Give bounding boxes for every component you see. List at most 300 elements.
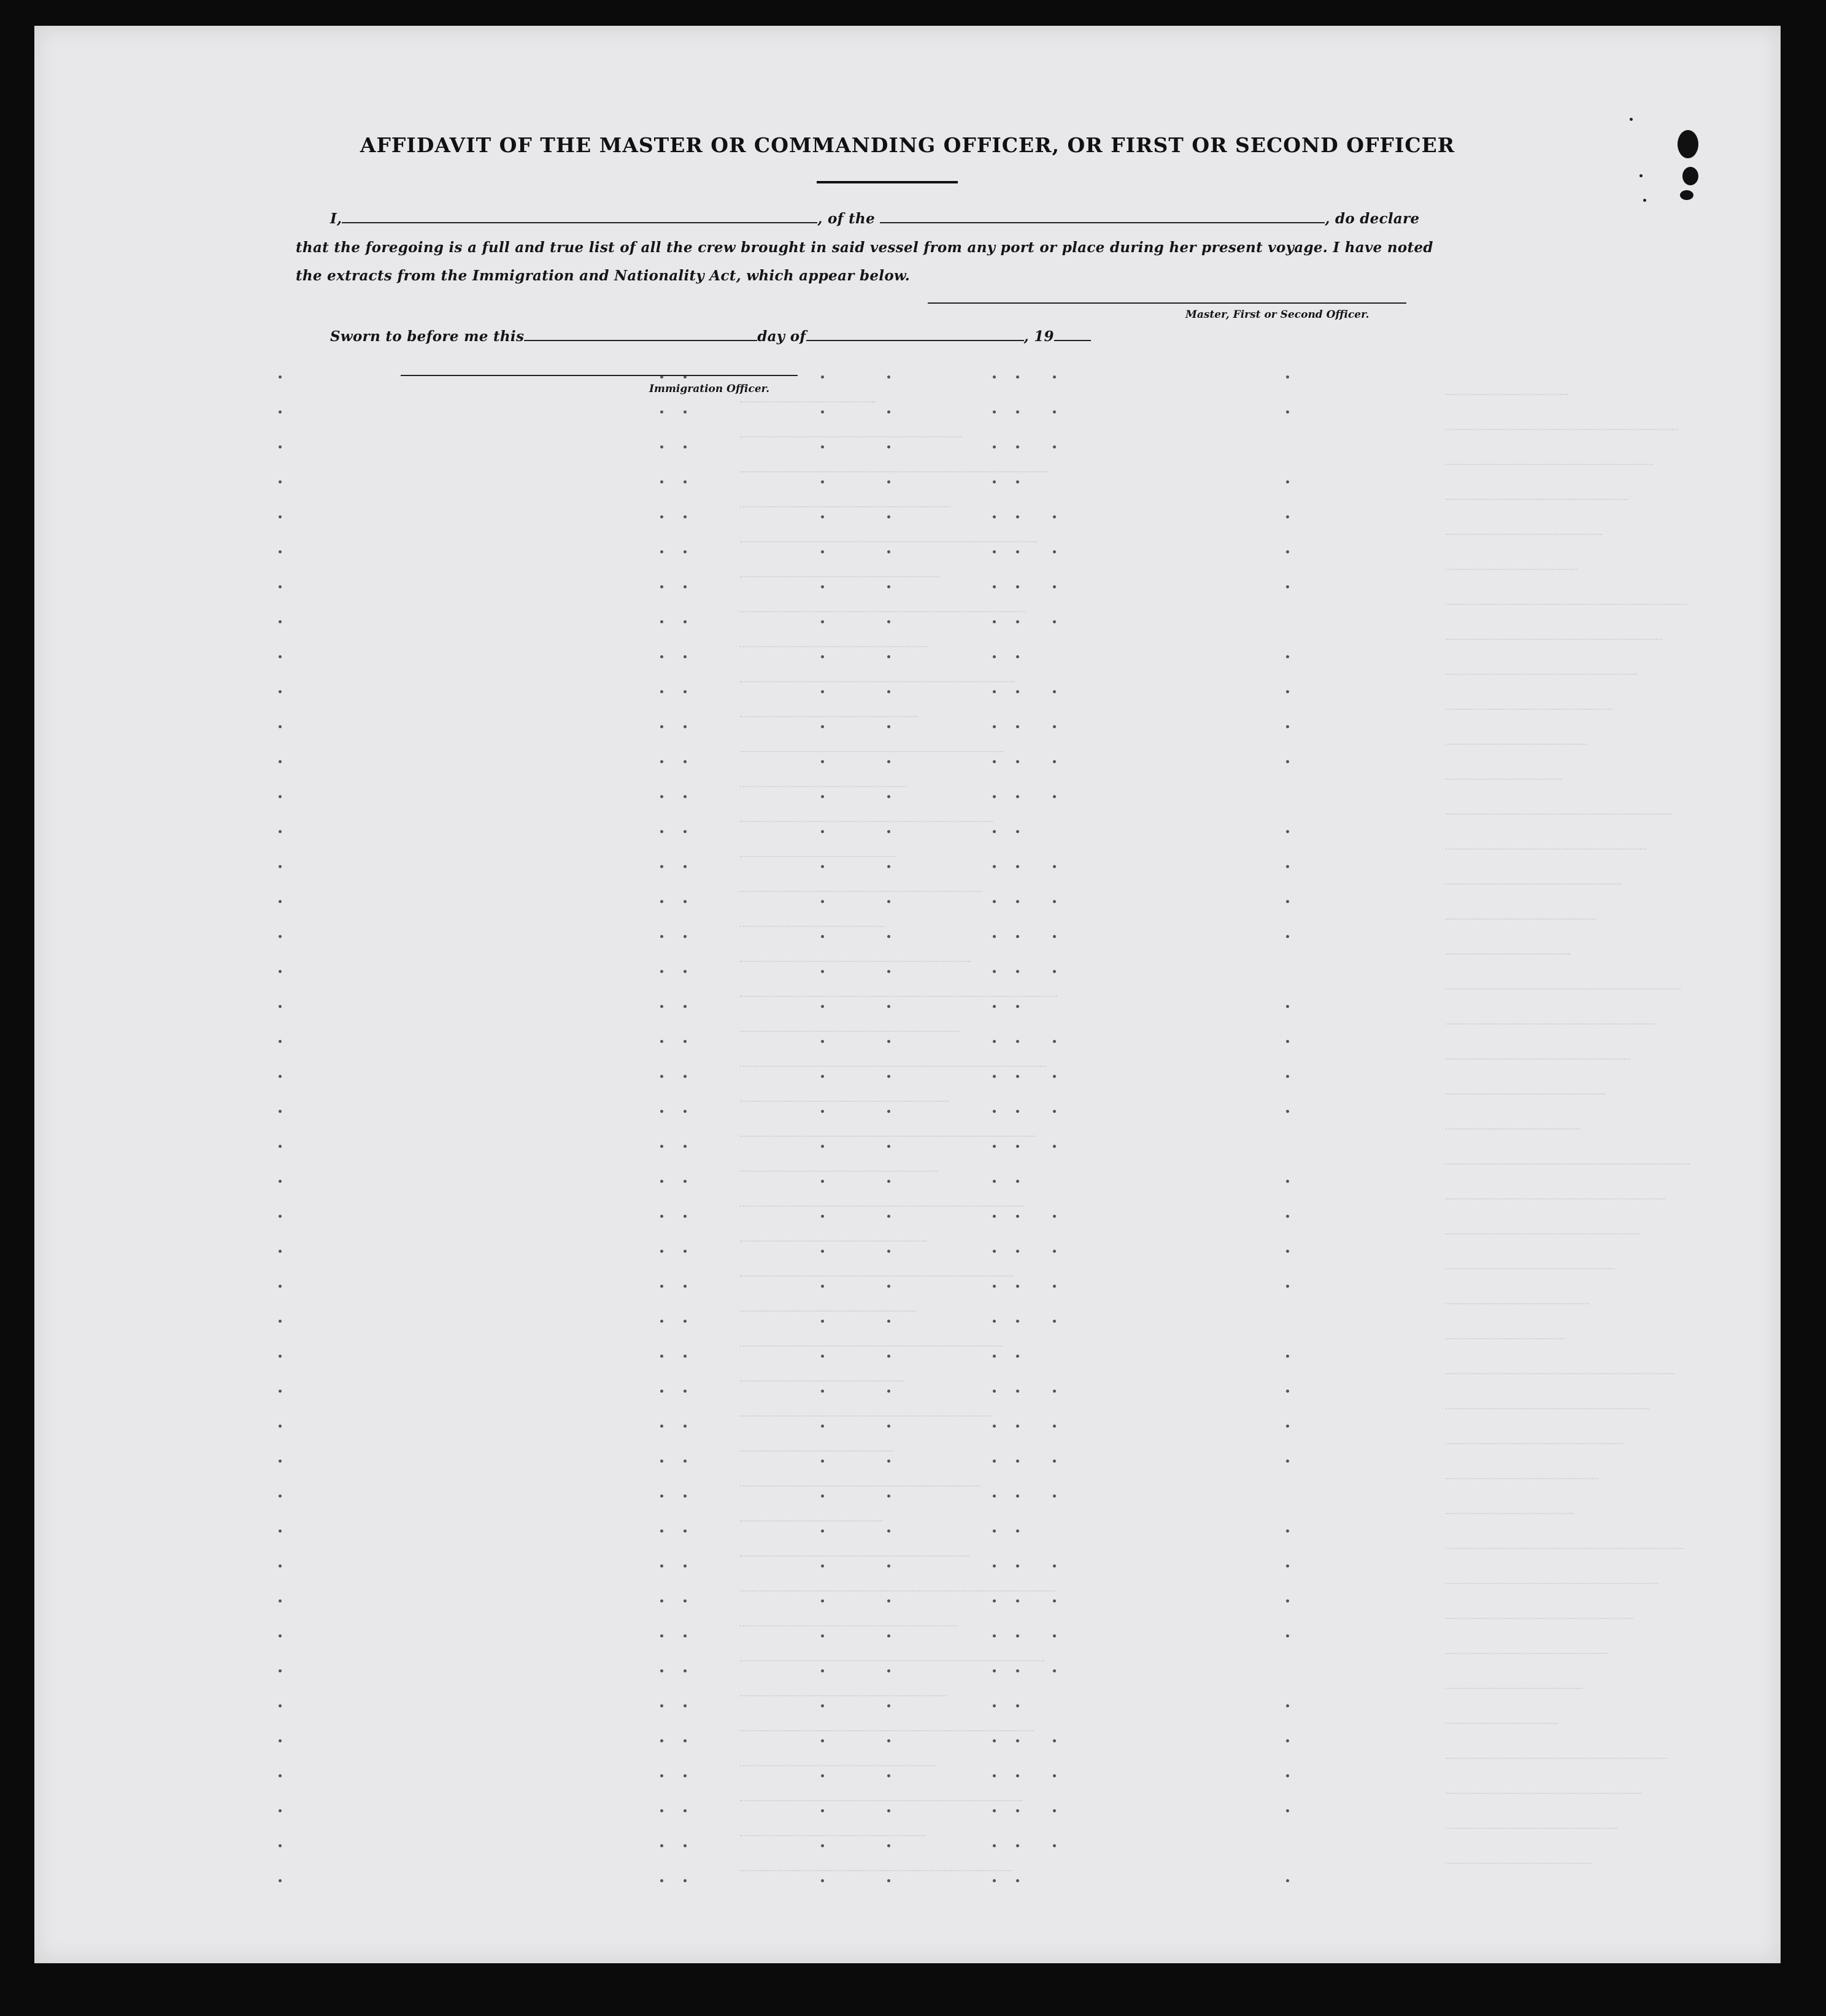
column-dot [684,1634,687,1637]
column-dot [887,935,890,938]
column-dot [279,480,282,483]
column-dot [821,1110,824,1113]
column-dot [1053,1320,1056,1323]
column-dot [993,1285,996,1288]
bleed-row [1446,744,1587,751]
bleed-row [740,1241,926,1248]
bleed-row [740,436,961,444]
column-dot [279,1774,282,1777]
bleed-row [740,681,1015,688]
declarant-name-field[interactable] [342,210,817,223]
column-dot [684,1110,687,1113]
column-dot [684,620,687,623]
column-dot [887,1879,890,1882]
column-dot [993,1110,996,1113]
column-dot [993,1320,996,1323]
bleed-row [740,1345,1002,1353]
column-dot [821,375,824,379]
column-dot [821,1075,824,1078]
ink-blot [1680,190,1693,200]
column-dot [1016,1320,1019,1323]
column-dot [684,515,687,518]
column-dot [1053,1634,1056,1637]
column-dot [1016,1599,1019,1602]
column-dot [684,1704,687,1707]
column-dot [279,970,282,973]
column-dot [1016,550,1019,553]
column-dot [1053,795,1056,798]
column-dot [821,410,824,414]
affidavit-title: AFFIDAVIT OF THE MASTER OR COMMANDING OFFICER, OR FIRST OR SECOND OFFICER [360,133,1455,157]
column-dot [660,1320,663,1323]
column-dot [1053,900,1056,903]
column-dot [1053,515,1056,518]
column-dot [684,1599,687,1602]
column-dot [684,445,687,448]
column-dot [993,480,996,483]
bleed-row [740,716,917,723]
column-dot [684,830,687,833]
column-dot [887,760,890,763]
column-dot [887,480,890,483]
column-dot [1016,1739,1019,1742]
column-dot [660,760,663,763]
bleed-row [740,926,884,933]
sworn-year-field[interactable] [1054,328,1091,341]
column-dot [684,1739,687,1742]
bleed-row [740,1800,1022,1807]
column-dot [660,1110,663,1113]
bleed-row [1446,848,1646,856]
sworn-day-field[interactable] [524,328,757,341]
column-dot [1016,1460,1019,1463]
bleed-row [740,1171,938,1178]
column-dot [660,1285,663,1288]
bleed-row [1446,1723,1557,1730]
column-dot [821,1040,824,1043]
bleed-row [740,1730,1033,1737]
column-dot [1016,1145,1019,1148]
ink-blot [1678,130,1698,158]
column-dot [279,760,282,763]
column-dot [887,1075,890,1078]
column-dot [821,620,824,623]
bleed-row [740,786,906,793]
bleed-row [1446,1128,1580,1136]
column-dot [684,1809,687,1812]
master-signature-caption: Master, First or Second Officer. [1185,309,1370,321]
column-dot [993,935,996,938]
column-dot [821,1844,824,1847]
column-dot [993,970,996,973]
column-dot [660,1809,663,1812]
column-dot [887,1040,890,1043]
column-dot [821,900,824,903]
bleed-row [740,1870,1011,1877]
column-dot [887,1425,890,1428]
column-dot [821,1529,824,1533]
column-dot [1016,480,1019,483]
bleed-row [1446,534,1603,541]
column-dot [993,1215,996,1218]
column-dot [821,1809,824,1812]
column-dot [1286,1529,1289,1533]
column-dot [1053,1250,1056,1253]
column-dot [887,1774,890,1777]
column-dot [821,550,824,553]
column-dot [279,1704,282,1707]
column-dot [1286,1075,1289,1078]
column-dot [1016,830,1019,833]
column-dot [993,795,996,798]
sworn-year-prefix-label: , 19 [1023,328,1054,345]
column-dot [993,515,996,518]
column-dot [1053,1110,1056,1113]
column-dot [684,690,687,693]
column-dot [279,1879,282,1882]
column-dot [1286,480,1289,483]
column-dot [993,1634,996,1637]
bleed-row [740,1275,1013,1283]
column-dot [1286,1005,1289,1008]
column-dot [279,725,282,728]
column-dot [1016,1704,1019,1707]
column-dot [660,515,663,518]
column-dot [887,410,890,414]
title-underline [817,181,958,183]
column-dot [1286,1040,1289,1043]
column-dot [887,375,890,379]
column-dot [279,1425,282,1428]
column-dot [993,1005,996,1008]
column-dot [684,1390,687,1393]
column-dot [993,1809,996,1812]
ink-speck [1630,118,1633,121]
declaration-line-2: that the foregoing is a full and true list of all the crew brought in said vessel from any port or place during her present voyage. I have noted [296,239,1433,256]
column-dot [684,1879,687,1882]
bleed-row [1446,1863,1592,1870]
sworn-day-of-label: day of [757,328,806,345]
column-dot [279,1215,282,1218]
column-dot [279,1145,282,1148]
column-dot [993,760,996,763]
column-dot [821,1425,824,1428]
column-dot [279,830,282,833]
bleed-row [1446,1303,1589,1310]
column-dot [887,1599,890,1602]
column-dot [684,725,687,728]
column-dot [279,1844,282,1847]
column-dot [887,1844,890,1847]
column-dot [684,865,687,868]
column-dot [1286,935,1289,938]
bleed-row [1446,1023,1655,1031]
column-dot [887,515,890,518]
column-dot [660,445,663,448]
bleed-row [1446,1268,1614,1275]
column-dot [660,830,663,833]
column-dot [1053,1075,1056,1078]
column-dot [660,1879,663,1882]
column-dot [821,1355,824,1358]
bleed-row [740,961,971,968]
master-signature-line[interactable] [928,302,1406,304]
column-dot [1286,1879,1289,1882]
column-dot [821,760,824,763]
column-dot [279,550,282,553]
column-dot [993,900,996,903]
bleed-row [1446,1478,1598,1485]
bleed-row [1446,1198,1665,1206]
column-dot [684,1075,687,1078]
column-dot [1016,970,1019,973]
column-dot [993,1704,996,1707]
column-dot [684,1495,687,1498]
column-dot [821,515,824,518]
column-dot [279,585,282,588]
bleed-row [740,1206,1024,1213]
column-dot [1053,1599,1056,1602]
column-dot [1053,1425,1056,1428]
column-dot [279,1355,282,1358]
declaration-line-1 [330,210,1419,227]
column-dot [1286,900,1289,903]
sworn-month-field[interactable] [806,328,1024,341]
bleed-row [740,751,1004,758]
column-dot [993,1844,996,1847]
column-dot [1286,550,1289,553]
column-dot [1016,760,1019,763]
column-dot [887,1669,890,1672]
column-dot [1016,1529,1019,1533]
column-dot [279,795,282,798]
column-dot [1016,1564,1019,1568]
column-dot [887,620,890,623]
column-dot [887,1145,890,1148]
column-dot [993,410,996,414]
column-dot [821,1005,824,1008]
column-dot [887,725,890,728]
bleed-row [1446,1513,1573,1520]
column-dot [684,1564,687,1568]
column-dot [1016,655,1019,658]
column-dot [660,1564,663,1568]
bleed-row [1446,1163,1690,1171]
column-dot [684,1145,687,1148]
column-dot [684,1669,687,1672]
bleed-row [740,1101,949,1108]
bleed-row [740,1450,893,1458]
column-dot [684,1425,687,1428]
column-dot [1053,1495,1056,1498]
column-dot [1053,1809,1056,1812]
column-dot [1286,515,1289,518]
column-dot [279,935,282,938]
column-dot [660,410,663,414]
document-sheet [34,26,1781,1963]
column-dot [821,1774,824,1777]
column-dot [660,1529,663,1533]
column-dot [1053,375,1056,379]
column-dot [887,1634,890,1637]
column-dot [821,1145,824,1148]
column-dot [1053,1739,1056,1742]
column-dot [993,1495,996,1498]
column-dot [993,1460,996,1463]
column-dot [821,1215,824,1218]
bleed-row [740,996,1057,1003]
column-dot [1286,1634,1289,1637]
column-dot [684,375,687,379]
column-dot [684,1320,687,1323]
column-dot [1286,830,1289,833]
column-dot [821,1320,824,1323]
column-dot [684,935,687,938]
column-dot [1053,445,1056,448]
column-dot [887,1355,890,1358]
column-dot [279,515,282,518]
immigration-officer-signature-line[interactable] [401,375,798,376]
column-dot [993,550,996,553]
bleed-row [740,541,1037,548]
column-dot [887,795,890,798]
column-dot [1053,620,1056,623]
column-dot [1286,585,1289,588]
column-dot [887,1704,890,1707]
column-dot [821,480,824,483]
column-dot [1286,1599,1289,1602]
bleed-row [1446,639,1662,646]
column-dot [660,1599,663,1602]
bleed-row [1446,1443,1624,1450]
column-dot [1053,1285,1056,1288]
column-dot [993,1879,996,1882]
column-dot [279,1075,282,1078]
column-dot [1016,1774,1019,1777]
column-dot [660,375,663,379]
bleed-row [740,891,982,898]
column-dot [684,550,687,553]
column-dot [887,1005,890,1008]
column-dot [279,1599,282,1602]
column-dot [821,445,824,448]
column-dot [684,480,687,483]
column-dot [993,1355,996,1358]
column-dot [1053,970,1056,973]
column-dot [660,1460,663,1463]
column-dot [1016,795,1019,798]
column-dot [1016,690,1019,693]
column-dot [1286,1250,1289,1253]
column-dot [660,1844,663,1847]
bleed-row [1446,1408,1649,1415]
column-dot [660,1495,663,1498]
column-dot [887,830,890,833]
column-dot [821,1739,824,1742]
column-dot [660,1215,663,1218]
column-dot [821,1704,824,1707]
column-dot [279,1005,282,1008]
bleed-row [1446,1653,1608,1660]
bleed-row [1446,1373,1674,1380]
bleed-row [1446,1793,1642,1800]
column-dot [660,1005,663,1008]
column-dot [887,1320,890,1323]
column-dot [993,375,996,379]
column-dot [993,655,996,658]
column-dot [821,1669,824,1672]
column-dot [821,970,824,973]
column-dot [1053,725,1056,728]
column-dot [1053,1844,1056,1847]
column-dot [993,865,996,868]
column-dot [684,795,687,798]
column-dot [1286,760,1289,763]
declaration-i-label: I, [330,210,342,227]
column-dot [1016,1669,1019,1672]
column-dot [993,620,996,623]
column-dot [993,725,996,728]
bleed-row [1446,394,1568,401]
column-dot [279,690,282,693]
bleed-row [1446,499,1628,506]
column-dot [660,1180,663,1183]
column-dot [1053,410,1056,414]
bleed-row [740,1380,904,1388]
column-dot [279,1040,282,1043]
column-dot [1286,1355,1289,1358]
bleed-row [740,471,1048,479]
column-dot [993,690,996,693]
column-dot [1016,1844,1019,1847]
column-dot [993,1040,996,1043]
column-dot [1053,1669,1056,1672]
column-dot [660,1739,663,1742]
column-dot [279,1564,282,1568]
bleed-row [1446,709,1612,716]
column-dot [821,655,824,658]
column-dot [684,1250,687,1253]
column-dot [887,655,890,658]
column-dot [279,1285,282,1288]
column-dot [887,1809,890,1812]
column-dot [1016,1250,1019,1253]
column-dot [1016,1215,1019,1218]
column-dot [993,1774,996,1777]
vessel-name-field[interactable] [880,210,1325,223]
bleed-row [1446,604,1687,611]
column-dot [1016,1285,1019,1288]
column-dot [660,620,663,623]
column-dot [821,1285,824,1288]
column-dot [887,1495,890,1498]
column-dot [1286,1390,1289,1393]
column-dot [1286,1460,1289,1463]
column-dot [1286,410,1289,414]
column-dot [1286,1809,1289,1812]
column-dot [1286,1285,1289,1288]
column-dot [660,1669,663,1672]
column-dot [993,830,996,833]
column-dot [660,795,663,798]
column-dot [1016,1495,1019,1498]
ink-speck [1639,174,1643,177]
column-dot [279,865,282,868]
column-dot [821,1879,824,1882]
column-dot [1053,1040,1056,1043]
column-dot [1016,1809,1019,1812]
column-dot [1286,1110,1289,1113]
